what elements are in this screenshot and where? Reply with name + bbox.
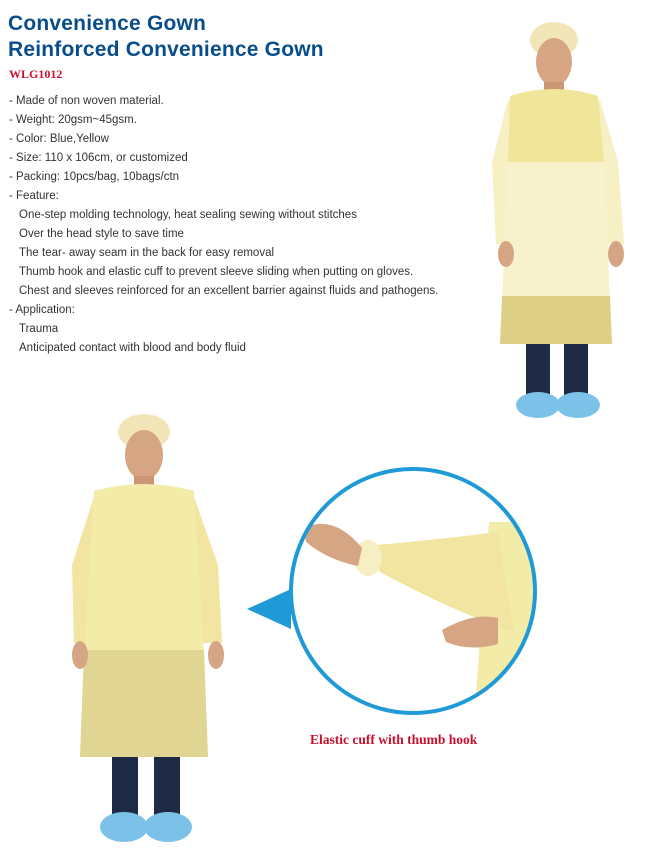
feature-item: Over the head style to save time [19,228,184,240]
feature-label: - Feature: [9,190,59,202]
feature-item: The tear- away seam in the back for easy removal [19,247,275,259]
feature-item: Chest and sleeves reinforced for an excellent barrier against fluids and pathogens. [19,285,439,297]
product-title: Convenience Gown [8,12,207,35]
spec-material: - Made of non woven material. [9,95,164,107]
application-item: Trauma [19,323,59,335]
application-item: Anticipated contact with blood and body fluid [19,342,246,354]
spec-list [9,92,489,358]
spec-packing: - Packing: 10pcs/bag, 10bags/ctn [9,171,180,183]
spec-size: - Size: 110 x 106cm, or customized [9,152,188,164]
feature-item: Thumb hook and elastic cuff to prevent sleeve sliding when putting on gloves. [19,266,414,278]
gown-photo-full [60,405,245,850]
gown-photo-front [478,12,646,427]
spec-color: - Color: Blue,Yellow [9,133,109,145]
model-code: WLG1012 [9,67,63,81]
feature-item: One-step molding technology, heat sealing sewing without stitches [19,209,357,221]
application-label: - Application: [9,304,75,316]
cuff-detail-circle [284,462,542,720]
spec-weight: - Weight: 20gsm~45gsm. [9,114,137,126]
product-subtitle: Reinforced Convenience Gown [8,38,324,61]
detail-caption: Elastic cuff with thumb hook [310,732,478,747]
